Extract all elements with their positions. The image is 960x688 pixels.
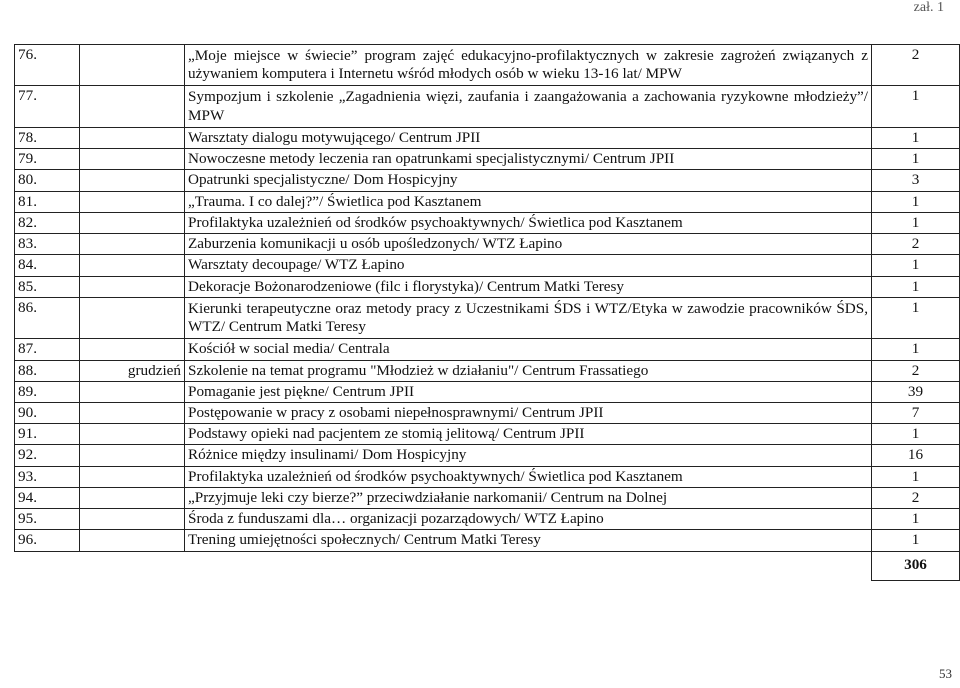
row-count: 1 <box>872 127 960 148</box>
row-title: Warsztaty decoupage/ WTZ Łapino <box>185 255 872 276</box>
total-row <box>15 551 960 580</box>
row-number: 84. <box>15 255 80 276</box>
table-row <box>15 445 960 466</box>
table-row <box>15 170 960 191</box>
table-row <box>15 339 960 360</box>
row-number: 76. <box>15 45 80 86</box>
row-count: 1 <box>872 255 960 276</box>
row-title: Opatrunki specjalistyczne/ Dom Hospicyjny <box>185 170 872 191</box>
row-number: 82. <box>15 212 80 233</box>
table-row <box>15 360 960 381</box>
row-title: Podstawy opieki nad pacjentem ze stomią jelitową/ Centrum JPII <box>185 424 872 445</box>
row-count: 1 <box>872 530 960 551</box>
row-month <box>80 402 185 423</box>
row-count: 1 <box>872 339 960 360</box>
row-month <box>80 530 185 551</box>
row-title: Różnice między insulinami/ Dom Hospicyjny <box>185 445 872 466</box>
row-title: „Przyjmuje leki czy bierze?” przeciwdziałanie narkomanii/ Centrum na Dolnej <box>185 487 872 508</box>
row-count: 1 <box>872 276 960 297</box>
table-row <box>15 487 960 508</box>
row-title: Warsztaty dialogu motywującego/ Centrum JPII <box>185 127 872 148</box>
row-title: Nowoczesne metody leczenia ran opatrunkami specjalistycznymi/ Centrum JPII <box>185 149 872 170</box>
table-row <box>15 86 960 127</box>
row-number: 87. <box>15 339 80 360</box>
row-count: 39 <box>872 381 960 402</box>
row-number: 91. <box>15 424 80 445</box>
table-row <box>15 276 960 297</box>
total-sum: 306 <box>872 551 960 580</box>
row-number: 94. <box>15 487 80 508</box>
row-month <box>80 297 185 338</box>
row-title: Szkolenie na temat programu "Młodzież w działaniu"/ Centrum Frassatiego <box>185 360 872 381</box>
row-count: 1 <box>872 149 960 170</box>
row-month <box>80 234 185 255</box>
row-title: Zaburzenia komunikacji u osób upośledzonych/ WTZ Łapino <box>185 234 872 255</box>
row-title: „Trauma. I co dalej?”/ Świetlica pod Kasztanem <box>185 191 872 212</box>
total-row-spacer <box>80 551 185 580</box>
row-title: Profilaktyka uzależnień od środków psychoaktywnych/ Świetlica pod Kasztanem <box>185 212 872 233</box>
table-row <box>15 255 960 276</box>
row-number: 93. <box>15 466 80 487</box>
row-count: 1 <box>872 297 960 338</box>
row-title: Kierunki terapeutyczne oraz metody pracy z Uczestnikami ŚDS i WTZ/Etyka w zawodzie pracowników ŚDS, WTZ/ Centrum Matki Teresy <box>185 297 872 338</box>
row-title: Dekoracje Bożonarodzeniowe (filc i florystyka)/ Centrum Matki Teresy <box>185 276 872 297</box>
row-month <box>80 487 185 508</box>
row-month <box>80 149 185 170</box>
row-count: 7 <box>872 402 960 423</box>
row-title: Kościół w social media/ Centrala <box>185 339 872 360</box>
row-month <box>80 255 185 276</box>
table-row <box>15 149 960 170</box>
table-row <box>15 234 960 255</box>
row-month <box>80 445 185 466</box>
row-number: 77. <box>15 86 80 127</box>
total-row-spacer <box>185 551 872 580</box>
row-month <box>80 381 185 402</box>
row-month <box>80 191 185 212</box>
annex-label: zał. 1 <box>913 0 944 15</box>
total-row-spacer <box>15 551 80 580</box>
row-count: 2 <box>872 234 960 255</box>
row-number: 88. <box>15 360 80 381</box>
table-row <box>15 45 960 86</box>
row-month <box>80 127 185 148</box>
row-number: 85. <box>15 276 80 297</box>
row-count: 1 <box>872 191 960 212</box>
row-number: 86. <box>15 297 80 338</box>
row-count: 3 <box>872 170 960 191</box>
row-count: 1 <box>872 466 960 487</box>
row-month <box>80 509 185 530</box>
table-row <box>15 191 960 212</box>
row-number: 96. <box>15 530 80 551</box>
row-title: Postępowanie w pracy z osobami niepełnosprawnymi/ Centrum JPII <box>185 402 872 423</box>
row-number: 90. <box>15 402 80 423</box>
row-number: 81. <box>15 191 80 212</box>
row-month <box>80 276 185 297</box>
row-count: 1 <box>872 424 960 445</box>
row-month <box>80 212 185 233</box>
row-month <box>80 339 185 360</box>
table-row <box>15 381 960 402</box>
row-count: 2 <box>872 360 960 381</box>
row-count: 16 <box>872 445 960 466</box>
row-title: Pomaganie jest piękne/ Centrum JPII <box>185 381 872 402</box>
table-row <box>15 424 960 445</box>
row-number: 83. <box>15 234 80 255</box>
row-month <box>80 86 185 127</box>
table-row <box>15 466 960 487</box>
row-title: Środa z funduszami dla… organizacji pozarządowych/ WTZ Łapino <box>185 509 872 530</box>
table-row <box>15 212 960 233</box>
row-number: 95. <box>15 509 80 530</box>
row-number: 89. <box>15 381 80 402</box>
training-table-body <box>15 45 960 581</box>
table-row <box>15 509 960 530</box>
row-title: Trening umiejętności społecznych/ Centrum Matki Teresy <box>185 530 872 551</box>
row-month <box>80 45 185 86</box>
row-title: Profilaktyka uzależnień od środków psychoaktywnych/ Świetlica pod Kasztanem <box>185 466 872 487</box>
row-month: grudzień <box>80 360 185 381</box>
table-row <box>15 402 960 423</box>
row-count: 1 <box>872 86 960 127</box>
row-month <box>80 466 185 487</box>
table-row <box>15 297 960 338</box>
page-number: 53 <box>939 666 952 681</box>
row-title: „Moje miejsce w świecie” program zajęć edukacyjno-profilaktycznych w zakresie zagrożeń związanych z używaniem komputera i Internetu wśród młodych osób w wieku 13-16 lat/ MPW <box>185 45 872 86</box>
table-row <box>15 127 960 148</box>
row-number: 79. <box>15 149 80 170</box>
row-month <box>80 170 185 191</box>
row-count: 1 <box>872 509 960 530</box>
row-count: 2 <box>872 45 960 86</box>
table-row <box>15 530 960 551</box>
row-title: Sympozjum i szkolenie „Zagadnienia więzi, zaufania i zaangażowania a zachowania ryzykowne młodzieży”/ MPW <box>185 86 872 127</box>
row-count: 1 <box>872 212 960 233</box>
row-count: 2 <box>872 487 960 508</box>
row-number: 92. <box>15 445 80 466</box>
row-number: 78. <box>15 127 80 148</box>
training-table <box>14 44 960 581</box>
row-number: 80. <box>15 170 80 191</box>
row-month <box>80 424 185 445</box>
